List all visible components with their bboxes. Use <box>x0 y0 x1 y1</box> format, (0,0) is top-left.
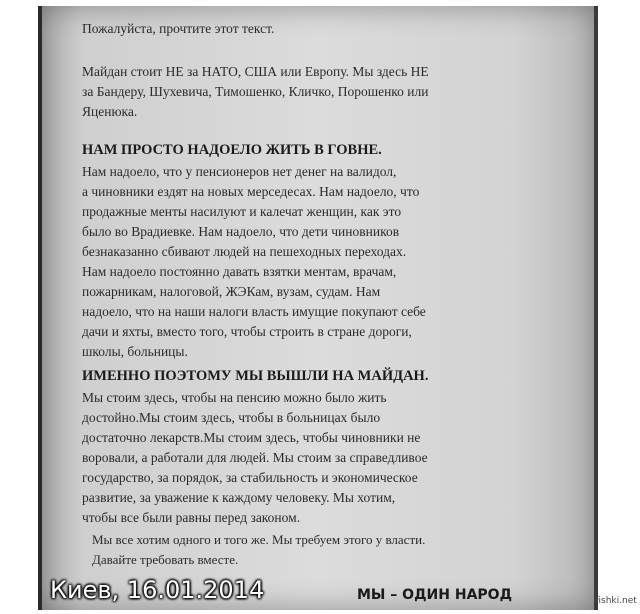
paragraph-2-line: а чиновники ездят на новых мерседесах. Нам надоело, что <box>82 184 420 199</box>
paragraph-2-line: Нам надоело постоянно давать взятки ментам, врачам, <box>82 264 397 279</box>
paragraph-2-line: школы, больницы. <box>82 344 188 359</box>
paragraph-4-line: Мы все хотим одного и того же. Мы требуем этого у власти. <box>92 532 426 547</box>
paragraph-2-line: было во Врадиевке. Нам надоело, что дети чиновников <box>82 224 400 239</box>
paragraph-1-line: Майдан стоит НЕ за НАТО, США или Европу. Мы здесь НЕ <box>82 64 429 79</box>
heading-1: НАМ ПРОСТО НАДОЕЛО ЖИТЬ В ГОВНЕ. <box>82 142 382 158</box>
paragraph-3-line: достойно.Мы стоим здесь, чтобы в больницах было <box>82 410 381 425</box>
paragraph-2-line: безнаказанно сбивают людей на пешеходных переходах. <box>82 244 407 259</box>
paragraph-3-line: Мы стоим здесь, чтобы на пенсию можно было жить <box>82 390 387 405</box>
paragraph-1 <box>82 62 429 122</box>
paragraph-2-line: пожарникам, налоговой, ЖЭКам, вузам, судам. Нам <box>82 284 381 299</box>
paragraph-2-line: дачи и яхты, вместо того, чтобы строить в стране дороги, <box>82 324 412 339</box>
paragraph-4 <box>92 530 425 570</box>
frame-right-edge <box>594 6 598 610</box>
paragraph-3-line: достаточно лекарств.Мы стоим здесь, чтобы чиновники не <box>82 430 421 445</box>
paragraph-2-line: Нам надоело, что у пенсионеров нет денег на валидол, <box>82 164 397 179</box>
paragraph-3 <box>82 388 428 528</box>
frame-left-edge <box>38 6 42 610</box>
paragraph-2-line: продажные менты насилуют и калечат женщин, как это <box>82 204 402 219</box>
paragraph-4-line: Давайте требовать вместе. <box>92 552 239 567</box>
watermark-text: Fishki.net <box>594 596 637 606</box>
paragraph-2-line: надоело, что на наши налоги власть имущие покупают себе <box>82 304 426 319</box>
paragraph-3-line: воровали, а работали для людей. Мы стоим за справедливое <box>82 450 428 465</box>
paragraph-3-line: развитие, за уважение к каждому человеку. Мы хотим, <box>82 490 396 505</box>
photo-caption: Киев, 16.01.2014 <box>50 576 265 604</box>
paragraph-3-line: государство, за порядок, за стабильность и экономическое <box>82 470 418 485</box>
paragraph-2 <box>82 162 426 362</box>
intro-text: Пожалуйста, прочтите этот текст. <box>82 21 275 36</box>
paragraph-1-line: за Бандеру, Шухевича, Тимошенко, Кличко, Порошенко или <box>82 84 429 99</box>
paragraph-3-line: чтобы все были равны перед законом. <box>82 510 301 525</box>
paragraph-1-line: Яценюка. <box>82 104 138 119</box>
heading-2: ИМЕННО ПОЭТОМУ МЫ ВЫШЛИ НА МАЙДАН. <box>82 368 429 384</box>
motto-text: МЫ – ОДИН НАРОД <box>357 587 513 603</box>
